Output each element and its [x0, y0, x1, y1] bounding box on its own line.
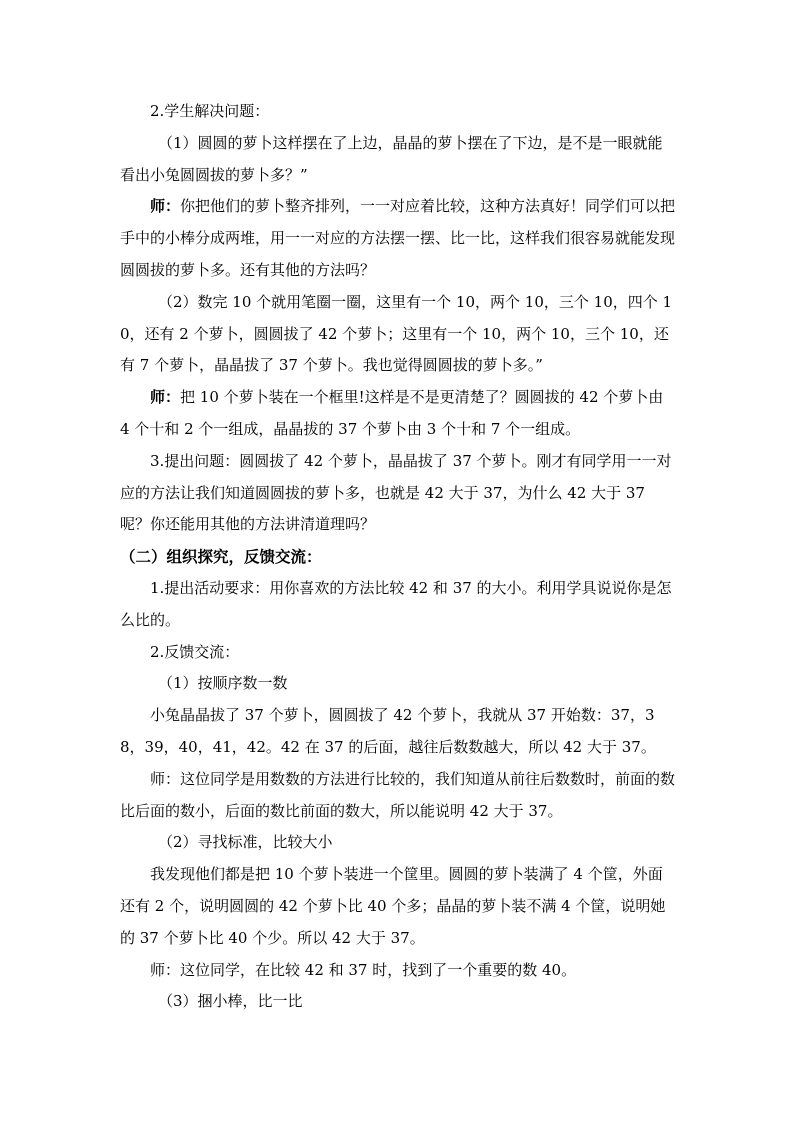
paragraph-method-3: （3）捆小棒，比一比: [158, 992, 303, 1011]
paragraph-text: 你把他们的萝卜整齐排列，一一对应着比较，这种方法真好！同学们可以把手中的小棒分成两堆，用一一对应的方法摆一摆、比一比，这样我们很容易就能发现圆圆拔的萝卜多。还有其他的方法吗？: [120, 197, 676, 279]
paragraph-baskets: 我发现他们都是把 10 个萝卜装进一个筐里。圆圆的萝卜装满了 4 个筐，外面还有 2 个，说明圆圆的 42 个萝卜比 40 个多；晶晶的萝卜装不满 4 个筐，说明她的 37 个萝卜比 40 个少。所以 42 大于 37。: [120, 865, 666, 947]
paragraph-teacher-2: [120, 382, 676, 446]
paragraph-teacher-1: [120, 191, 676, 286]
paragraph-method-2: （2）寻找标准，比较大小: [158, 833, 333, 852]
paragraph-solution-2: （2）数完 10 个就用笔圈一圈，这里有一个 10，两个 10，三个 10，四个 10，还有 2 个萝卜，圆圆拔了 42 个萝卜；这里有一个 10，两个 10，三个 10，还有 7 个萝卜，晶晶拔了 37 个萝卜。我也觉得圆圆拔的萝卜多。”: [120, 292, 673, 375]
speaker-label: 师：: [150, 388, 181, 407]
paragraph-method-1: （1）按顺序数一数: [158, 674, 288, 693]
paragraph-solution-1: （1）圆圆的萝卜这样摆在了上边，晶晶的萝卜摆在了下边，是不是一眼就能看出小兔圆圆拔的萝卜多？”: [120, 133, 663, 184]
section-heading: （二）组织探究，反馈交流：: [120, 547, 322, 567]
paragraph-teacher-4: 师：这位同学，在比较 42 和 37 时，找到了一个重要的数 40。: [150, 960, 577, 979]
paragraph-step-2: 2.学生解决问题：: [150, 102, 270, 120]
paragraph-count: 小兔晶晶拔了 37 个萝卜，圆圆拔了 42 个萝卜，我就从 37 开始数：37，38，39，40，41，42。42 在 37 的后面，越往后数数越大，所以 42 大于 37。: [120, 706, 656, 756]
paragraph-teacher-3: 师：这位同学是用数数的方法进行比较的，我们知道从前往后数数时，前面的数比后面的数小，后面的数比前面的数大，所以能说明 42 大于 37。: [120, 769, 676, 820]
paragraph-activity: 1.提出活动要求：用你喜欢的方法比较 42 和 37 的大小。利用学具说说你是怎么比的。: [120, 578, 672, 629]
paragraph-step-3: 3.提出问题：圆圆拔了 42 个萝卜，晶晶拔了 37 个萝卜。刚才有同学用一一对应的方法让我们知道圆圆拔的萝卜多，也就是 42 大于 37，为什么 42 大于 37 呢？你还能用其他的方法讲清道理吗？: [120, 451, 672, 534]
document-body: [120, 96, 676, 1018]
speaker-label: 师：: [150, 197, 181, 216]
paragraph-feedback: 2.反馈交流：: [150, 642, 240, 661]
paragraph-text: 把 10 个萝卜装在一个框里!这样是不是更清楚了？圆圆拔的 42 个萝卜由 4 个十和 2 个一组成，晶晶拔的 37 个萝卜由 3 个十和 7 个一组成。: [120, 388, 664, 438]
